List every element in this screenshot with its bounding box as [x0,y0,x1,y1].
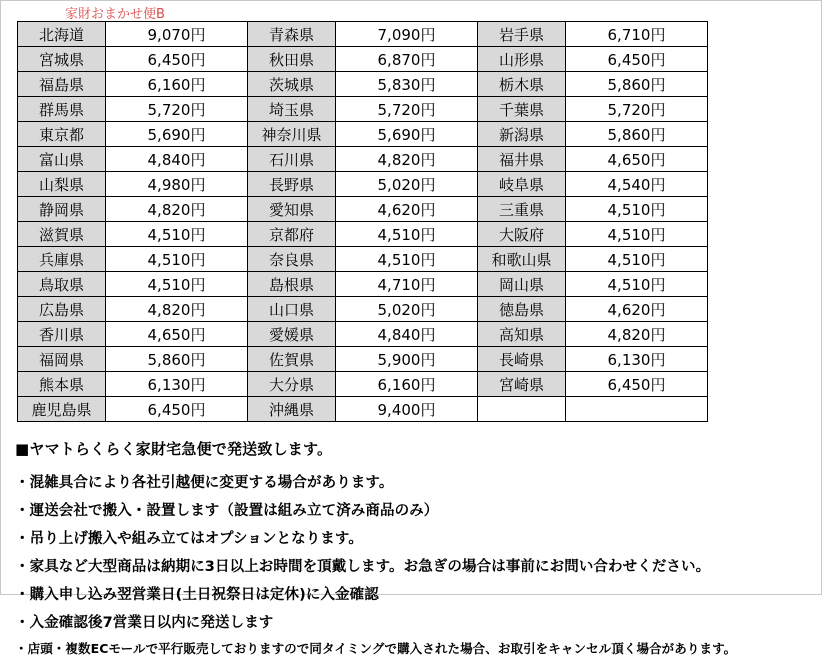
prefecture-cell: 大分県 [248,372,336,397]
prefecture-cell: 広島県 [18,297,106,322]
header-title-row [1,1,821,22]
prefecture-cell: 香川県 [18,322,106,347]
notes-section [15,438,805,657]
prefecture-cell: 静岡県 [18,197,106,222]
table-row [18,372,708,397]
table-row [18,197,708,222]
table-row [18,172,708,197]
fee-cell: 5,720円 [106,97,248,122]
fee-cell: 6,160円 [336,372,478,397]
prefecture-cell: 新潟県 [478,122,566,147]
fee-cell: 4,510円 [106,247,248,272]
prefecture-cell: 宮城県 [18,47,106,72]
note-line: ・運送会社で搬入・設置します（設置は組み立て済み商品のみ） [15,503,439,519]
table-body [18,22,708,422]
prefecture-cell: 長野県 [248,172,336,197]
table-row [18,297,708,322]
fee-cell: 4,840円 [336,322,478,347]
fee-cell: 4,540円 [566,172,708,197]
prefecture-cell: 沖縄県 [248,397,336,422]
prefecture-cell: 千葉県 [478,97,566,122]
table-row [18,222,708,247]
table-row [18,247,708,272]
fee-cell: 4,510円 [106,272,248,297]
fee-cell: 5,860円 [106,347,248,372]
table-row [18,122,708,147]
table-row [18,322,708,347]
fee-cell: 6,870円 [336,47,478,72]
prefecture-cell: 北海道 [18,22,106,47]
prefecture-cell: 徳島県 [478,297,566,322]
prefecture-cell: 青森県 [248,22,336,47]
table-row [18,47,708,72]
table-row [18,347,708,372]
fee-cell: 5,860円 [566,72,708,97]
prefecture-cell: 富山県 [18,147,106,172]
prefecture-cell: 佐賀県 [248,347,336,372]
table-row [18,22,708,47]
empty-cell [478,397,566,422]
prefecture-cell: 石川県 [248,147,336,172]
fee-cell: 4,510円 [336,222,478,247]
prefecture-cell: 東京都 [18,122,106,147]
table-row [18,97,708,122]
fee-cell: 4,980円 [106,172,248,197]
table-row [18,272,708,297]
page-title: 家財おまかせ便B [65,7,165,22]
prefecture-cell: 岡山県 [478,272,566,297]
prefecture-cell: 茨城県 [248,72,336,97]
prefecture-cell: 鳥取県 [18,272,106,297]
fee-cell: 5,020円 [336,172,478,197]
prefecture-cell: 山形県 [478,47,566,72]
fee-cell: 4,510円 [566,272,708,297]
fee-cell: 4,620円 [566,297,708,322]
fee-cell: 6,450円 [566,372,708,397]
fee-cell: 4,840円 [106,147,248,172]
fee-cell: 6,450円 [566,47,708,72]
prefecture-cell: 栃木県 [478,72,566,97]
fee-cell: 4,510円 [336,247,478,272]
prefecture-cell: 三重県 [478,197,566,222]
fee-cell: 9,070円 [106,22,248,47]
fee-cell: 5,690円 [106,122,248,147]
table-row [18,397,708,422]
fee-cell: 4,820円 [566,322,708,347]
prefecture-cell: 熊本県 [18,372,106,397]
fee-cell: 5,860円 [566,122,708,147]
fee-cell: 5,720円 [336,97,478,122]
fee-cell: 6,450円 [106,397,248,422]
note-line: ・家具など大型商品は納期に3日以上お時間を頂戴します。お急ぎの場合は事前にお問い合わせください。 [15,559,711,575]
prefecture-cell: 山梨県 [18,172,106,197]
table-row [18,147,708,172]
prefecture-cell: 長崎県 [478,347,566,372]
notes-heading: ■ヤマトらくらく家財宅急便で発送致します。 [15,440,333,458]
fee-cell: 6,160円 [106,72,248,97]
prefecture-cell: 奈良県 [248,247,336,272]
prefecture-cell: 群馬県 [18,97,106,122]
prefecture-cell: 滋賀県 [18,222,106,247]
fee-cell: 4,650円 [106,322,248,347]
fee-cell: 6,130円 [566,347,708,372]
prefecture-cell: 宮崎県 [478,372,566,397]
fee-cell: 4,510円 [566,197,708,222]
fee-cell: 4,620円 [336,197,478,222]
prefecture-cell: 埼玉県 [248,97,336,122]
fee-cell: 4,820円 [106,297,248,322]
fee-cell: 9,400円 [336,397,478,422]
fee-cell: 6,450円 [106,47,248,72]
note-line: ・購入申し込み翌営業日(土日祝祭日は定休)に入金確認 [15,587,379,603]
fee-cell: 4,650円 [566,147,708,172]
fee-cell: 4,710円 [336,272,478,297]
fee-cell: 7,090円 [336,22,478,47]
fee-cell: 4,820円 [336,147,478,172]
empty-cell [566,397,708,422]
note-line: ・吊り上げ搬入や組み立てはオプションとなります。 [15,531,363,547]
note-fine-print: ・店頭・複数ECモールで平行販売しておりますので同タイミングで購入された場合、お取引をキャンセル頂く場合があります。 [15,641,737,656]
fee-cell: 5,690円 [336,122,478,147]
fee-cell: 5,900円 [336,347,478,372]
prefecture-cell: 大阪府 [478,222,566,247]
prefecture-cell: 神奈川県 [248,122,336,147]
prefecture-cell: 愛媛県 [248,322,336,347]
fee-cell: 4,510円 [566,247,708,272]
prefecture-cell: 和歌山県 [478,247,566,272]
prefecture-cell: 島根県 [248,272,336,297]
fee-cell: 4,510円 [566,222,708,247]
fee-cell: 5,720円 [566,97,708,122]
fee-cell: 4,510円 [106,222,248,247]
note-line: ・入金確認後7営業日以内に発送します [15,615,274,631]
prefecture-cell: 岩手県 [478,22,566,47]
prefecture-cell: 高知県 [478,322,566,347]
prefecture-cell: 秋田県 [248,47,336,72]
prefecture-cell: 鹿児島県 [18,397,106,422]
prefecture-cell: 福島県 [18,72,106,97]
fee-cell: 5,020円 [336,297,478,322]
fee-cell: 5,830円 [336,72,478,97]
table-row [18,72,708,97]
note-line: ・混雑具合により各社引越便に変更する場合があります。 [15,475,394,491]
shipping-fee-table [17,21,708,422]
prefecture-cell: 愛知県 [248,197,336,222]
prefecture-cell: 兵庫県 [18,247,106,272]
prefecture-cell: 福井県 [478,147,566,172]
prefecture-cell: 岐阜県 [478,172,566,197]
fee-cell: 4,820円 [106,197,248,222]
prefecture-cell: 福岡県 [18,347,106,372]
prefecture-cell: 京都府 [248,222,336,247]
prefecture-cell: 山口県 [248,297,336,322]
fee-cell: 6,130円 [106,372,248,397]
fee-cell: 6,710円 [566,22,708,47]
